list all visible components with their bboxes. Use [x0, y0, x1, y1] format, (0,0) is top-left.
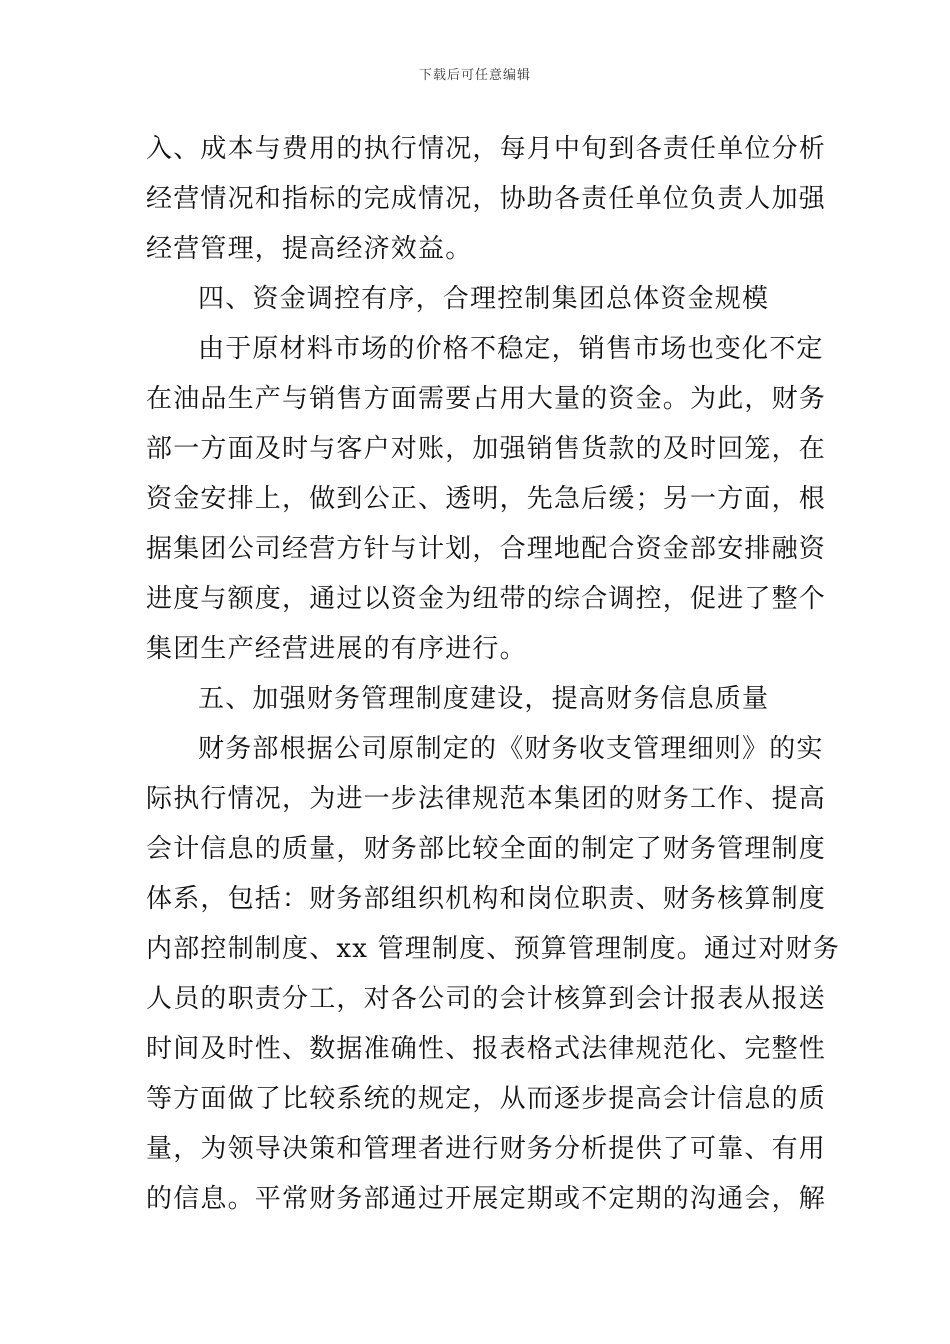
body-line: 量，为领导决策和管理者进行财务分析提供了可靠、有用 [146, 1134, 827, 1164]
body-line: 部一方面及时与客户对账，加强销售货款的及时回笼，在 [146, 434, 827, 464]
body-line: 会计信息的质量，财务部比较全面的制定了财务管理制度 [146, 834, 827, 864]
page-header: 下载后可任意编辑 [418, 68, 531, 83]
section-heading: 五、加强财务管理制度建设，提高财务信息质量 [198, 684, 770, 714]
body-line: 内部控制制度、xx 管理制度、预算管理制度。通过对财务 [146, 934, 840, 964]
body-line: 等方面做了比较系统的规定，从而逐步提高会计信息的质 [146, 1084, 827, 1114]
body-line: 在油品生产与销售方面需要占用大量的资金。为此，财务 [146, 384, 827, 414]
body-line: 据集团公司经营方针与计划，合理地配合资金部安排融资 [146, 534, 827, 564]
body-line: 体系，包括：财务部组织机构和岗位职责、财务核算制度 [146, 884, 827, 914]
body-line: 的信息。平常财务部通过开展定期或不定期的沟通会，解 [146, 1184, 827, 1214]
body-line: 经营管理，提高经济效益。 [146, 234, 473, 264]
body-line: 时间及时性、数据准确性、报表格式法律规范化、完整性 [146, 1034, 827, 1064]
body-line: 际执行情况，为进一步法律规范本集团的财务工作、提高 [146, 784, 827, 814]
body-line: 集团生产经营进展的有序进行。 [146, 634, 527, 664]
body-line: 财务部根据公司原制定的《财务收支管理细则》的实 [198, 734, 824, 764]
body-line: 由于原材料市场的价格不稳定，销售市场也变化不定 [198, 334, 824, 364]
body-line: 经营情况和指标的完成情况，协助各责任单位负责人加强 [146, 184, 827, 214]
body-line: 入、成本与费用的执行情况，每月中旬到各责任单位分析 [146, 134, 827, 164]
body-line: 进度与额度，通过以资金为纽带的综合调控，促进了整个 [146, 584, 827, 614]
body-line: 人员的职责分工，对各公司的会计核算到会计报表从报送 [146, 984, 827, 1014]
section-heading: 四、资金调控有序，合理控制集团总体资金规模 [198, 284, 770, 314]
body-line: 资金安排上，做到公正、透明，先急后缓；另一方面，根 [146, 484, 827, 514]
